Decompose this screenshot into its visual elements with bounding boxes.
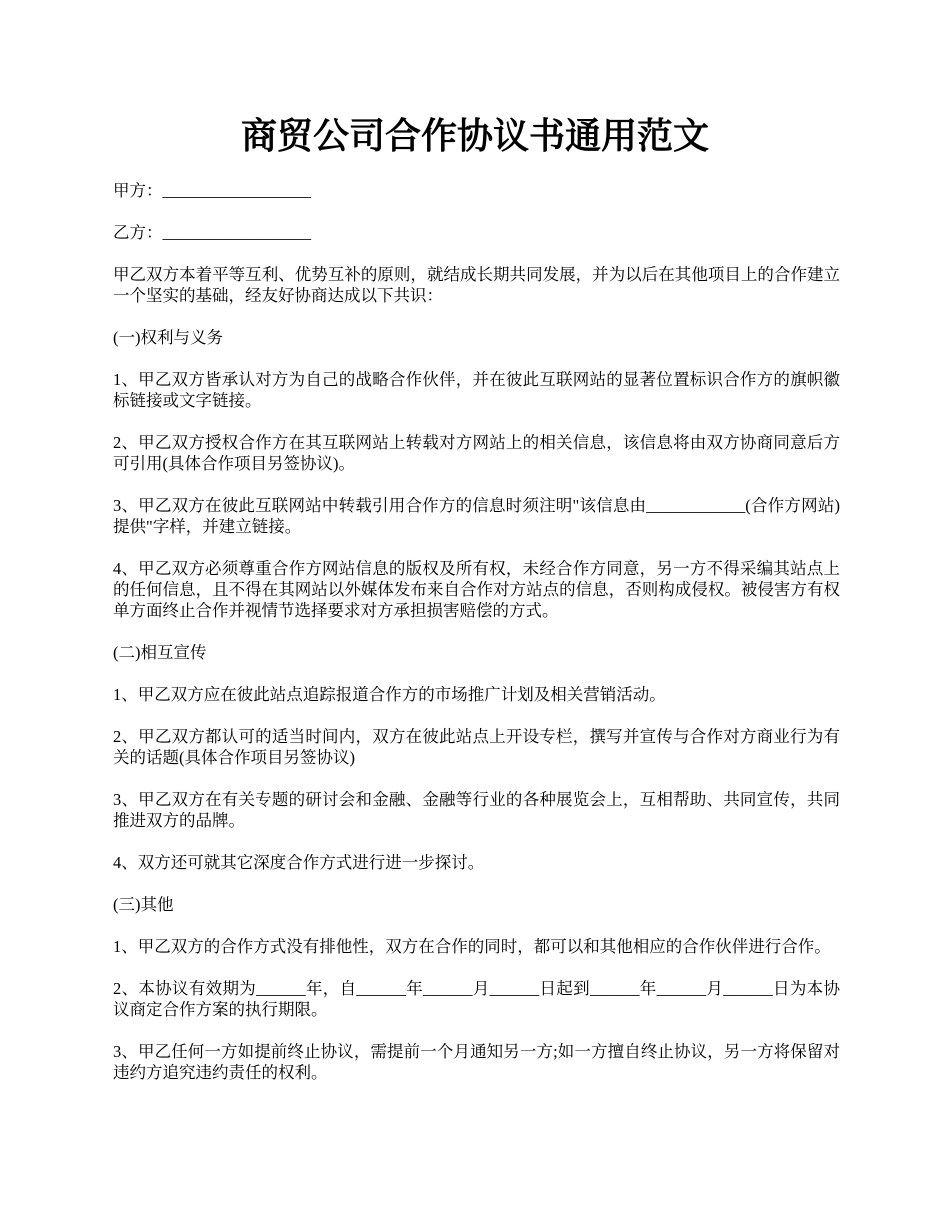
clause-paragraph: 3、甲乙双方在有关专题的研讨会和金融、金融等行业的各种展览会上，互相帮助、共同宣传，共同推进双方的品牌。	[113, 790, 840, 830]
party-b-line: 乙方：__________________	[113, 223, 311, 242]
clause-paragraph: 1、甲乙双方皆承认对方为自己的战略合作伙伴，并在彼此互联网站的显著位置标识合作方的旗帜徽标链接或文字链接。	[113, 370, 840, 410]
clause-paragraph: 4、甲乙双方必须尊重合作方网站信息的版权及所有权，未经合作方同意，另一方不得采编其站点上的任何信息，且不得在其网站以外媒体发布来自合作对方站点的信息，否则构成侵权。被侵害方有权单方面终止合作并视情节选择要求对方承担损害赔偿的方式。	[113, 559, 840, 620]
clause-paragraph: 2、本协议有效期为______年，自______年______月______日起到______年______月______日为本协议商定合作方案的执行期限。	[113, 979, 840, 1019]
section-heading-other: (三)其他	[113, 895, 174, 914]
clause-paragraph: 2、甲乙双方都认可的适当时间内，双方在彼此站点上开设专栏，撰写并宣传与合作对方商业行为有关的话题(具体合作项目另签协议)	[113, 727, 840, 767]
clause-paragraph: 2、甲乙双方授权合作方在其互联网站上转载对方网站上的相关信息，该信息将由双方协商同意后方可引用(具体合作项目另签协议)。	[113, 433, 840, 473]
section-heading-rights: (一)权利与义务	[113, 328, 223, 347]
clause-paragraph: 3、甲乙任何一方如提前终止协议，需提前一个月通知另一方;如一方擅自终止协议，另一方将保留对违约方追究违约责任的权利。	[113, 1042, 840, 1082]
section-heading-promotion: (二)相互宣传	[113, 643, 207, 662]
preamble-paragraph: 甲乙双方本着平等互利、优势互补的原则，就结成长期共同发展，并为以后在其他项目上的合作建立一个坚实的基础，经友好协商达成以下共识：	[113, 265, 840, 305]
clause-paragraph: 1、甲乙双方的合作方式没有排他性，双方在合作的同时，都可以和其他相应的合作伙伴进行合作。	[113, 937, 831, 956]
clause-paragraph: 4、双方还可就其它深度合作方式进行进一步探讨。	[113, 853, 485, 872]
party-a-line: 甲方：__________________	[113, 181, 311, 200]
clause-paragraph: 3、甲乙双方在彼此互联网站中转载引用合作方的信息时须注明"该信息由____________(合作方网站)提供"字样，并建立链接。	[113, 496, 840, 536]
clause-paragraph: 1、甲乙双方应在彼此站点追踪报道合作方的市场推广计划及相关营销活动。	[113, 685, 666, 704]
document-body	[113, 180, 840, 1104]
document-title: 商贸公司合作协议书通用范文	[240, 116, 709, 156]
